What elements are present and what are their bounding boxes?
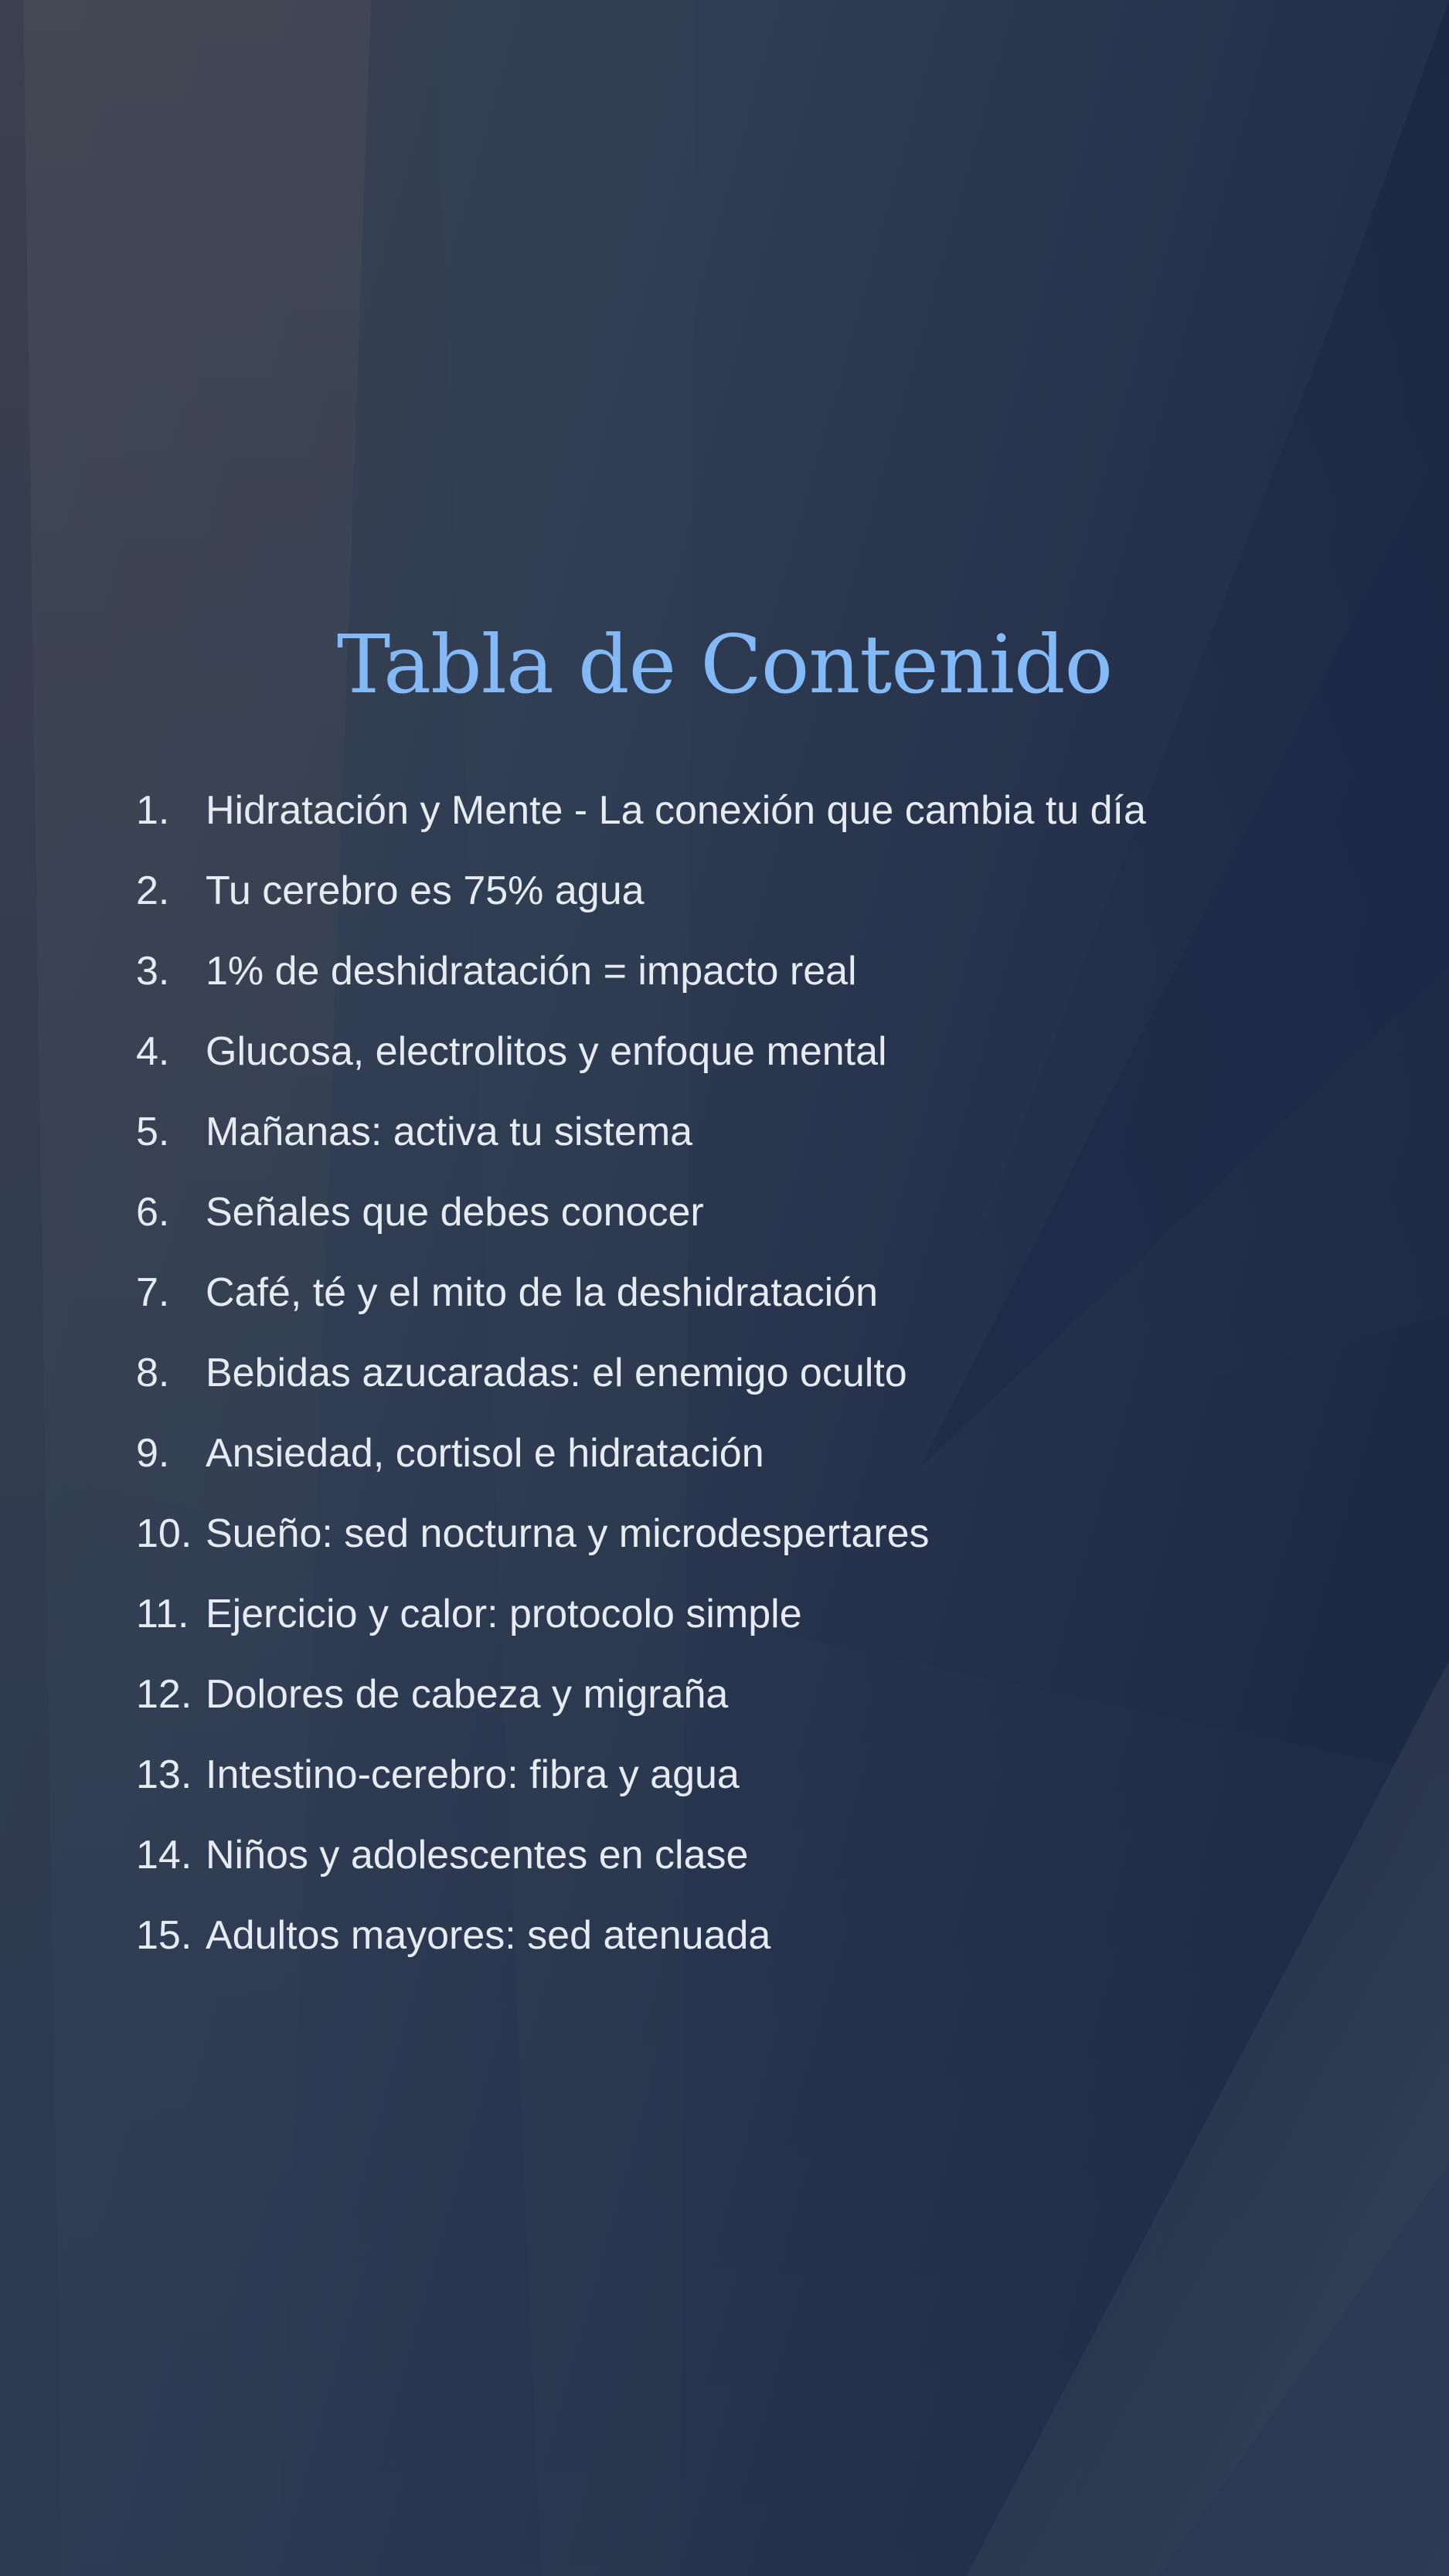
toc-item-number: 8. <box>136 1351 170 1395</box>
toc-item-label: Ejercicio y calor: protocolo simple <box>206 1592 802 1636</box>
toc-item <box>136 931 1372 1011</box>
toc-item <box>136 1494 1372 1574</box>
toc-item-number: 10. <box>136 1511 192 1556</box>
toc-item-number: 5. <box>136 1110 170 1154</box>
toc-item-number: 6. <box>136 1190 170 1235</box>
toc-item-label: Mañanas: activa tu sistema <box>206 1110 693 1154</box>
toc-item <box>136 1092 1372 1172</box>
toc-item-label: Ansiedad, cortisol e hidratación <box>206 1431 764 1476</box>
page-title: Tabla de Contenido <box>336 617 1113 712</box>
toc-item-label: Bebidas azucaradas: el enemigo oculto <box>206 1351 907 1395</box>
toc-item-label: Glucosa, electrolitos y enfoque mental <box>206 1029 887 1074</box>
toc-item-label: Señales que debes conocer <box>206 1190 704 1235</box>
toc-item-number: 3. <box>136 949 170 994</box>
toc-item <box>136 1654 1372 1735</box>
toc-item-label: Niños y adolescentes en clase <box>206 1833 749 1878</box>
toc-item <box>136 1413 1372 1494</box>
toc-item <box>136 1895 1372 1976</box>
toc-item <box>136 1815 1372 1895</box>
toc-item-number: 4. <box>136 1029 170 1074</box>
toc-item <box>136 1252 1372 1333</box>
toc-item-label: Hidratación y Mente - La conexión que cambia tu día <box>206 788 1146 833</box>
toc-item <box>136 770 1372 851</box>
toc-item <box>136 1011 1372 1092</box>
toc-item-label: Adultos mayores: sed atenuada <box>206 1913 771 1958</box>
toc-item-number: 13. <box>136 1752 192 1797</box>
toc-item-number: 15. <box>136 1913 192 1958</box>
toc-item <box>136 1333 1372 1413</box>
toc-item-label: Intestino-cerebro: fibra y agua <box>206 1752 740 1797</box>
toc-item-number: 9. <box>136 1431 170 1476</box>
toc-item-number: 2. <box>136 868 170 913</box>
toc-item-label: 1% de deshidratación = impacto real <box>206 949 857 994</box>
toc-item-label: Café, té y el mito de la deshidratación <box>206 1270 879 1315</box>
toc-item <box>136 1574 1372 1654</box>
toc-item <box>136 851 1372 931</box>
toc-item-number: 1. <box>136 788 170 833</box>
toc-item-label: Dolores de cabeza y migraña <box>206 1672 729 1717</box>
toc-item-label: Sueño: sed nocturna y microdespertares <box>206 1511 930 1556</box>
toc-list <box>136 770 1372 1976</box>
toc-item-number: 12. <box>136 1672 192 1717</box>
toc-item-number: 11. <box>136 1592 189 1636</box>
toc-item-label: Tu cerebro es 75% agua <box>206 868 645 913</box>
toc-item-number: 7. <box>136 1270 170 1315</box>
toc-item <box>136 1735 1372 1815</box>
toc-item <box>136 1172 1372 1252</box>
toc-item-number: 14. <box>136 1833 192 1878</box>
